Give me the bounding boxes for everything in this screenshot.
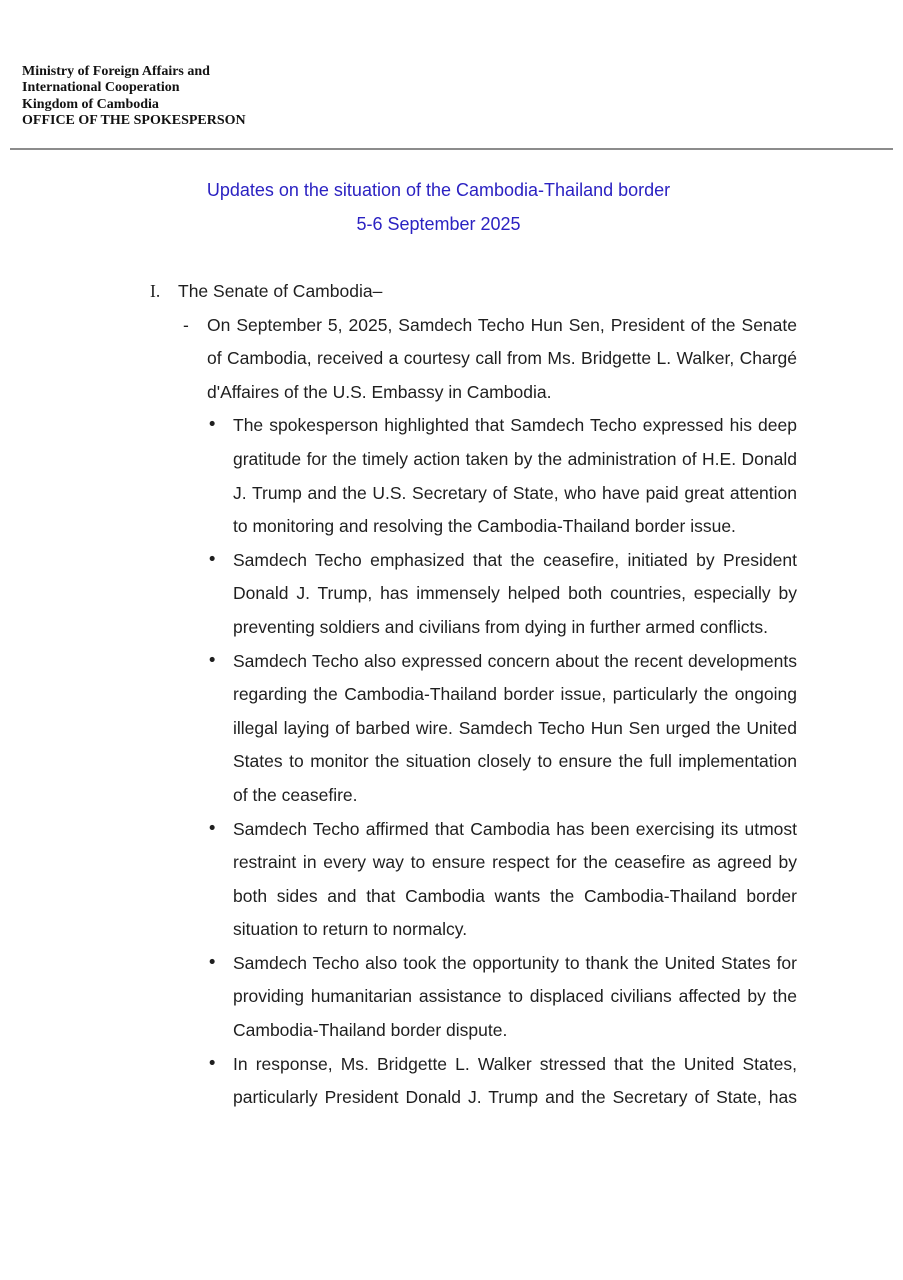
paragraph-restraint: Samdech Techo affirmed that Cambodia has been exercising its utmost restraint in every way to ensure respect for the ceasefire as agreed by both sides and that Cambodia wants the Cambodia-Thailand border situation to return to normalcy.	[233, 818, 797, 940]
title-line-1: Updates on the situation of the Cambodia-Thailand border	[206, 180, 671, 200]
bullet-marker: •	[207, 650, 218, 671]
paragraph-gratitude: The spokesperson highlighted that Samdech Techo expressed his deep gratitude for the timely action taken by the administration of H.E. Donald J. Trump and the U.S. Secretary of State, who have paid great attention to monitoring and resolving the Cambodia-Thailand border issue.	[233, 415, 797, 537]
bullet-marker: •	[207, 549, 218, 570]
list-item	[207, 813, 800, 947]
title-line-2: 5-6 September 2025	[356, 213, 521, 234]
section-numeral: I.	[150, 281, 161, 301]
dash-marker: -	[183, 314, 189, 335]
section-heading: The Senate of Cambodia–	[178, 281, 383, 301]
paragraph-response-truncated: In response, Ms. Bridgette L. Walker stressed that the United States, particularly President Donald J. Trump and the Secretary of State, has	[233, 1053, 797, 1108]
document-body	[150, 275, 800, 1115]
letterhead-line-ministry: Ministry of Foreign Affairs and	[22, 64, 210, 79]
bullet-marker: •	[207, 1053, 218, 1074]
horizontal-rule	[10, 148, 893, 150]
bullet-marker: •	[207, 818, 218, 839]
list-item	[183, 309, 800, 410]
list-item	[207, 1048, 800, 1115]
paragraph-humanitarian: Samdech Techo also took the opportunity to thank the United States for providing humanitarian assistance to displaced civilians affected by the Cambodia-Thailand border dispute.	[233, 952, 797, 1041]
list-item	[207, 409, 800, 543]
letterhead	[22, 64, 246, 130]
bullet-marker: •	[207, 952, 218, 973]
list-item	[207, 947, 800, 1048]
letterhead-line-office: OFFICE OF THE SPOKESPERSON	[22, 113, 246, 129]
paragraph-courtesy-call: On September 5, 2025, Samdech Techo Hun Sen, President of the Senate of Cambodia, received a courtesy call from Ms. Bridgette L. Walker, Chargé d'Affaires of the U.S. Embassy in Cambodia.	[207, 314, 797, 402]
letterhead-line-cooperation: International Cooperation	[22, 80, 180, 96]
document-title	[80, 174, 797, 241]
section-heading-row	[150, 275, 800, 309]
list-item	[207, 544, 800, 645]
bullet-marker: •	[207, 415, 218, 436]
paragraph-concern: Samdech Techo also expressed concern about the recent developments regarding the Cambodia-Thailand border issue, particularly the ongoing illegal laying of barbed wire. Samdech Techo Hun Sen urged the United States to monitor the situation closely to ensure the full implementation of the ceasefire.	[233, 650, 797, 805]
paragraph-ceasefire: Samdech Techo emphasized that the ceasefire, initiated by President Donald J. Trump, has immensely helped both countries, especially by preventing soldiers and civilians from dying in further armed conflicts.	[233, 549, 797, 637]
letterhead-line-kingdom: Kingdom of Cambodia	[22, 96, 159, 112]
list-item	[207, 645, 800, 813]
